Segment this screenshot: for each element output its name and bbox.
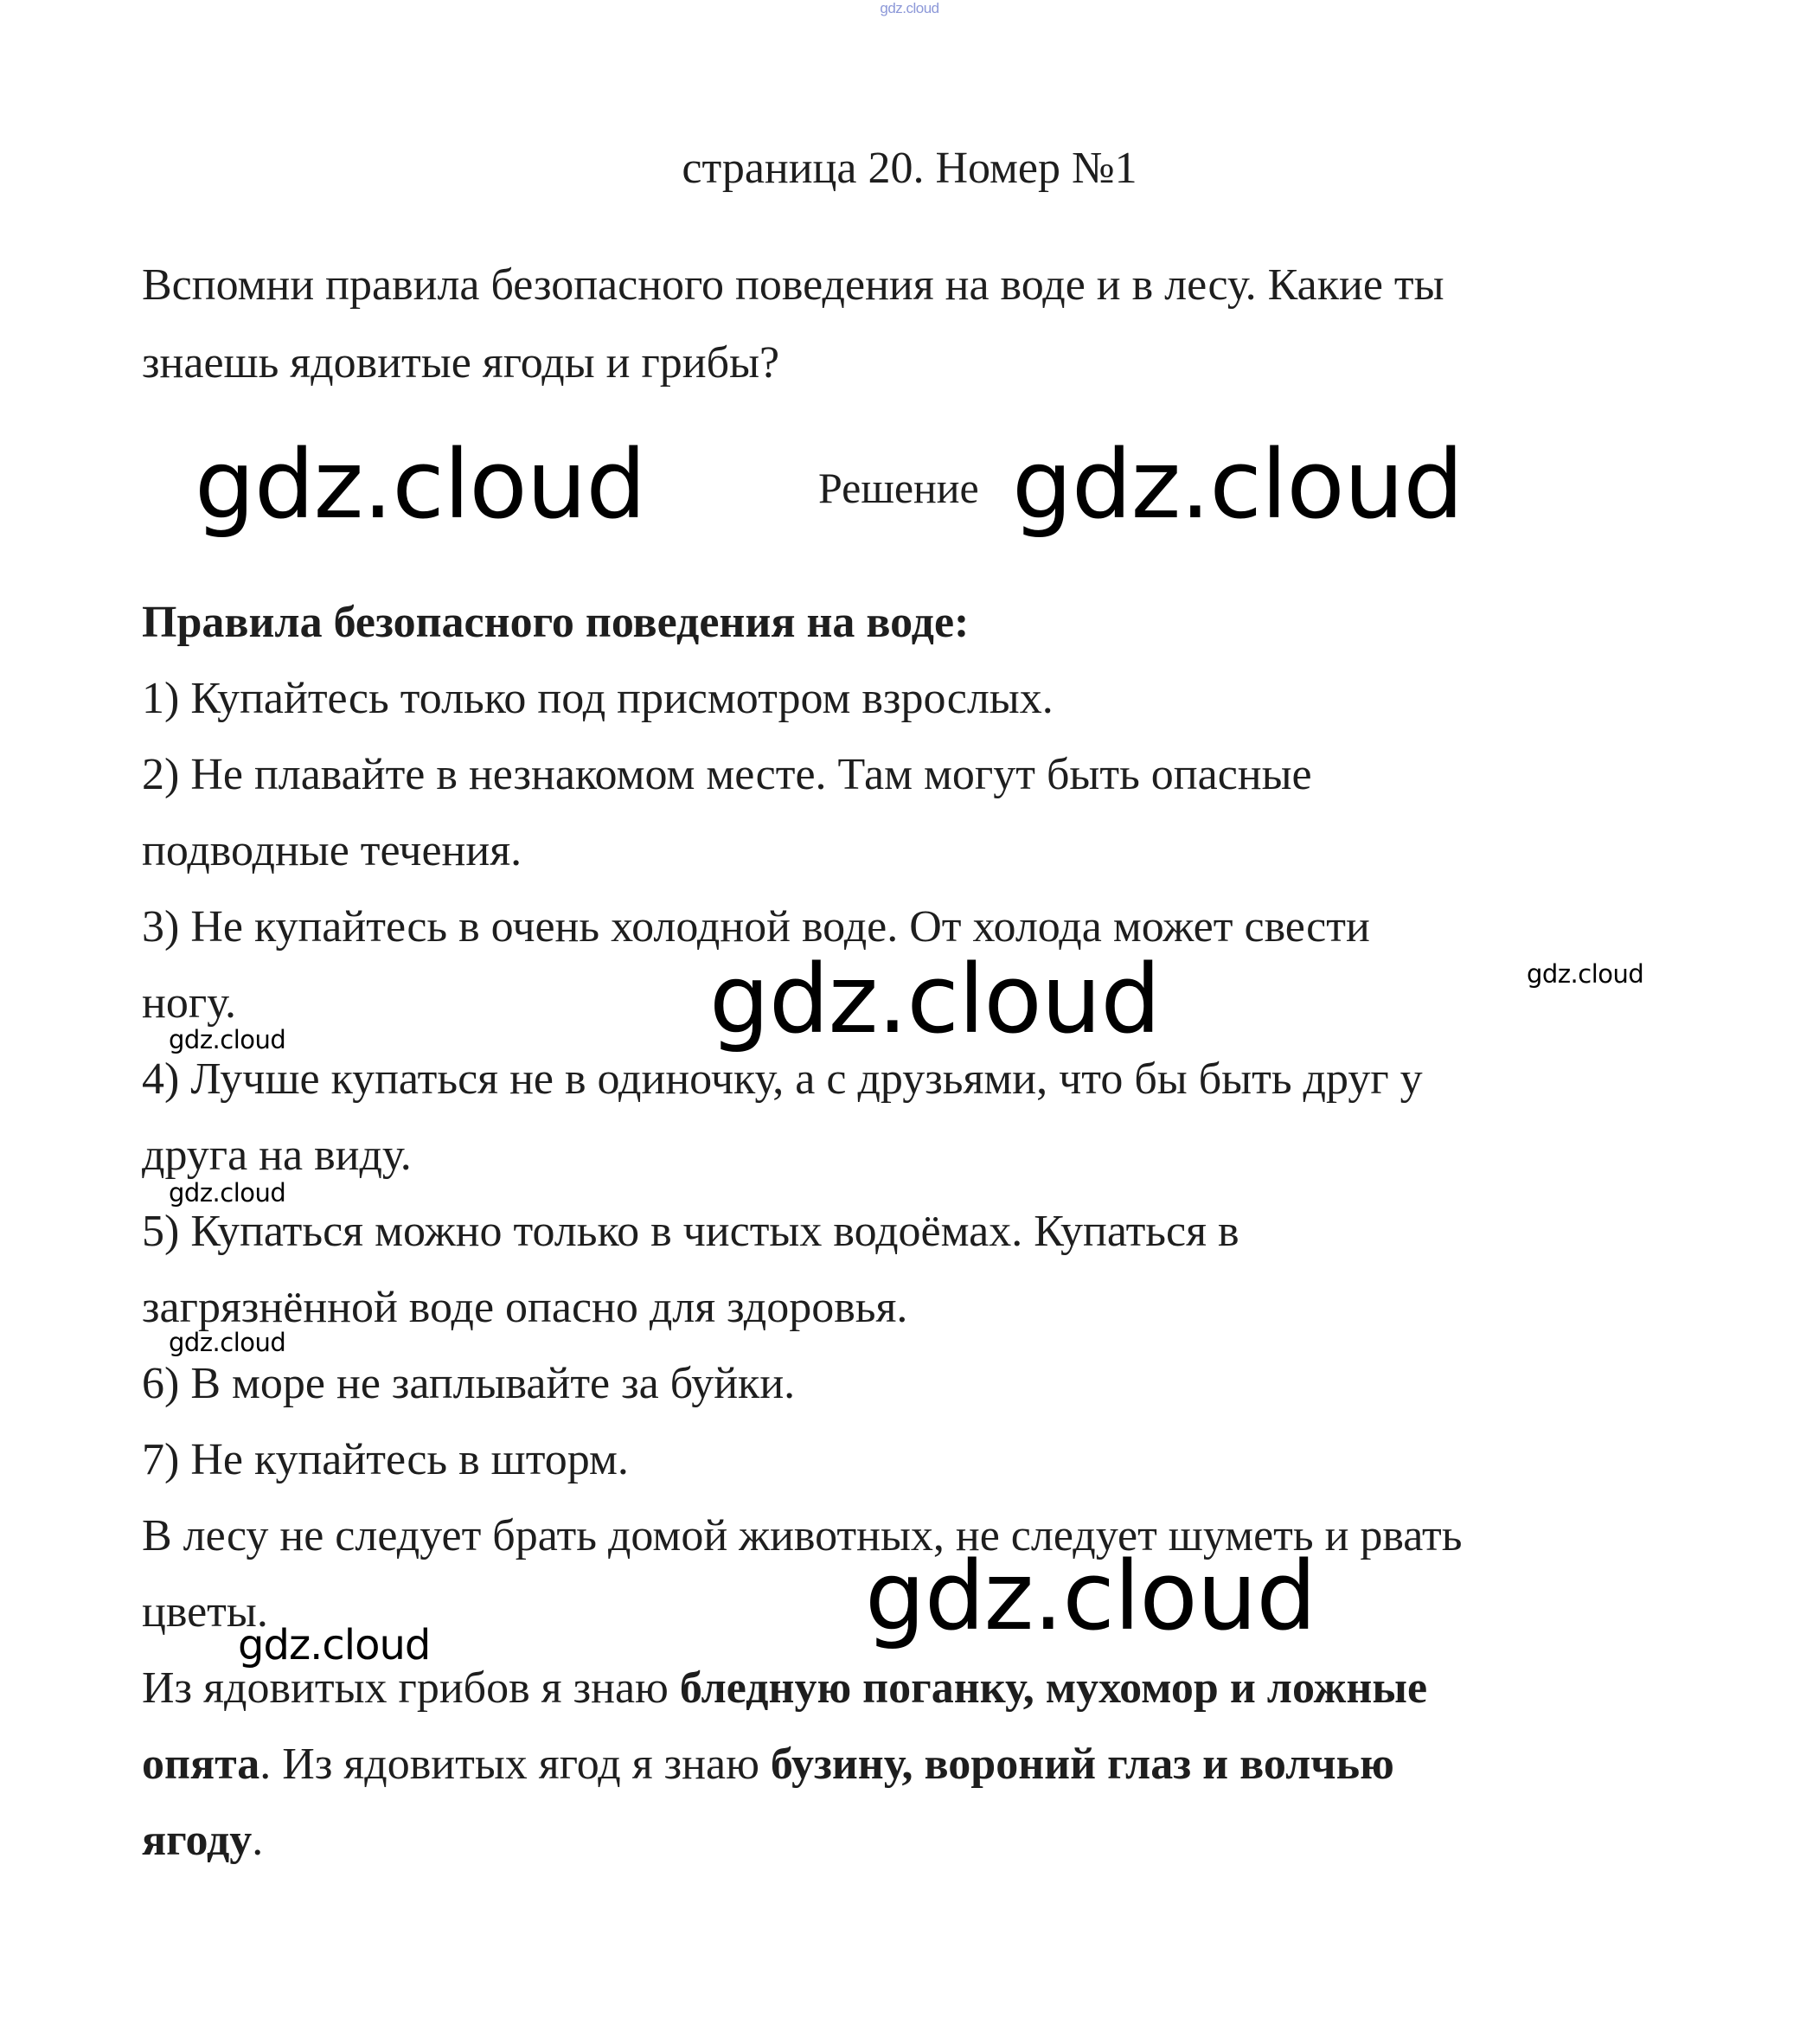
answer-text: Из ядовитых грибов я знаю (142, 1663, 680, 1713)
watermark: gdz.cloud (238, 1621, 431, 1669)
rule-line: 4) Лучше купаться не в одиночку, а с друзьями, что бы быть друг у (142, 1054, 1423, 1104)
watermark: gdz.cloud (1527, 959, 1644, 989)
solution-label: Решение (818, 464, 979, 512)
watermark: gdz.cloud (169, 1328, 286, 1357)
question-line-2: знаешь ядовитые ягоды и грибы? (142, 338, 780, 388)
answer-text: . (252, 1816, 264, 1865)
answer-berries: бузину, вороний глаз и волчью (770, 1740, 1394, 1789)
header-watermark: gdz.cloud (880, 0, 939, 16)
answer-text: . Из ядовитых ягод я знаю (259, 1740, 771, 1789)
answer-line-2 (142, 1739, 1742, 1791)
rule-line: 5) Купаться можно только в чистых водоёмах. Купаться в (142, 1207, 1239, 1256)
forest-line-2: цветы. (142, 1587, 268, 1637)
rule-line: подводные течения. (142, 826, 522, 875)
rule-line: 3) Не купайтесь в очень холодной воде. От холода может свести (142, 902, 1370, 952)
watermark: gdz.cloud (1012, 429, 1464, 540)
question-line-1: Вспомни правила безопасного поведения на воде и в лесу. Какие ты (142, 260, 1444, 310)
rule-line: 2) Не плавайте в незнакомом месте. Там могут быть опасные (142, 750, 1312, 799)
answer-berries-end: ягоду (142, 1816, 253, 1865)
rule-line: 7) Не купайтесь в шторм. (142, 1435, 629, 1484)
rule-line: 6) В море не заплывайте за буйки. (142, 1359, 796, 1408)
watermark: gdz.cloud (169, 1178, 286, 1208)
answer-mushrooms: бледную поганку, мухомор и ложные (679, 1663, 1428, 1713)
page-title: страница 20. Номер №1 (682, 144, 1137, 193)
watermark: gdz.cloud (709, 944, 1161, 1054)
water-rules-heading: Правила безопасного поведения на воде: (142, 598, 970, 647)
rule-line: загрязнённой воде опасно для здоровья. (142, 1283, 908, 1332)
watermark: gdz.cloud (169, 1025, 286, 1054)
rule-line: ногу. (142, 978, 236, 1028)
watermark: gdz.cloud (195, 429, 646, 540)
rule-line: 1) Купайтесь только под присмотром взрослых. (142, 674, 1054, 723)
rule-line: друга на виду. (142, 1131, 412, 1180)
answer-line-3 (142, 1815, 1742, 1867)
answer-line-1 (142, 1663, 1742, 1714)
forest-line-1: В лесу не следует брать домой животных, не следует шуметь и рвать (142, 1511, 1463, 1560)
watermark: gdz.cloud (865, 1541, 1316, 1651)
answer-mushrooms-end: опята (142, 1740, 260, 1789)
